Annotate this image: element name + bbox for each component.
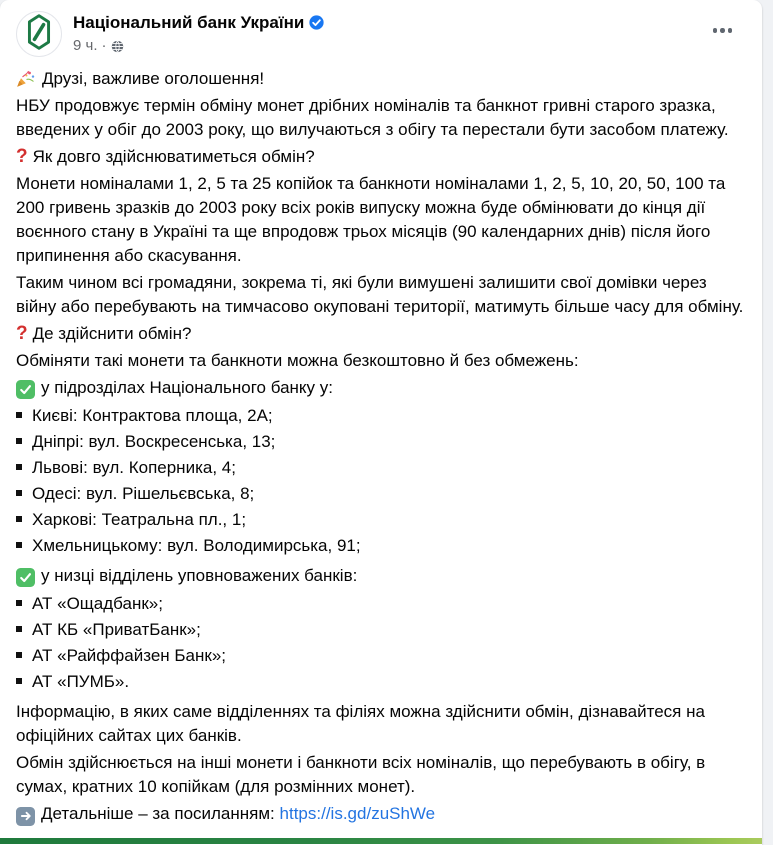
post-paragraph xyxy=(16,67,746,91)
bullet-item xyxy=(16,591,746,617)
green-check-icon xyxy=(16,568,35,587)
paragraph-text: Друзі, важливе оголошення! xyxy=(42,69,265,88)
square-bullet-icon xyxy=(16,678,22,684)
more-options-button[interactable] xyxy=(705,20,741,41)
post-paragraph xyxy=(16,271,746,319)
bullet-item xyxy=(16,507,746,533)
post-paragraph xyxy=(16,349,746,373)
post-content xyxy=(0,57,762,826)
timestamp[interactable]: 9 ч. xyxy=(73,37,98,54)
page-name[interactable]: Національний банк України xyxy=(73,13,305,32)
bullet-list xyxy=(16,403,746,559)
square-bullet-icon xyxy=(16,542,22,548)
red-question-mark-icon: ? xyxy=(16,146,28,167)
meta-separator: · xyxy=(101,37,107,54)
green-check-icon xyxy=(16,380,35,399)
bullet-item xyxy=(16,455,746,481)
post-paragraph xyxy=(16,376,746,400)
post-meta xyxy=(73,36,324,55)
paragraph-text: Детальніше – за посиланням: xyxy=(41,804,275,823)
square-bullet-icon xyxy=(16,626,22,632)
paragraph-text: Монети номіналами 1, 2, 5 та 25 копійок та банкноти номіналами 1, 2, 5, 10, 20, 50, 100 та 200 гривень зразків до 2003 року всіх років випуску можна буде обмінювати до кінця дії воєнного стану в Україні та ще впродовж трьох місяців (90 календарних днів) після його припинення або скасування. xyxy=(16,174,726,265)
bullet-text: Одесі: вул. Рішельєвська, 8; xyxy=(32,484,255,503)
nbu-logo-icon xyxy=(25,14,53,55)
bullet-text: Києві: Контрактова площа, 2А; xyxy=(32,406,273,425)
bullet-text: Дніпрі: вул. Воскресенська, 13; xyxy=(32,432,276,451)
post-paragraph xyxy=(16,751,746,799)
bullet-list xyxy=(16,591,746,695)
bullet-item xyxy=(16,403,746,429)
party-popper-icon xyxy=(16,67,36,91)
bullet-item xyxy=(16,481,746,507)
bullet-text: АТ «ПУМБ». xyxy=(32,672,130,691)
square-bullet-icon xyxy=(16,652,22,658)
paragraph-text: Як довго здійснюватиметься обмін? xyxy=(32,147,315,166)
post-paragraph xyxy=(16,700,746,748)
paragraph-text: Обміняти такі монети та банкноти можна безкоштовно й без обмежень: xyxy=(16,351,579,370)
bullet-item xyxy=(16,643,746,669)
arrow-right-icon xyxy=(16,807,35,826)
post-header xyxy=(0,0,762,57)
paragraph-text: у низці відділень уповноважених банків: xyxy=(41,566,358,585)
bullet-item xyxy=(16,669,746,695)
post-paragraph xyxy=(16,94,746,142)
page-avatar[interactable] xyxy=(16,11,62,57)
square-bullet-icon xyxy=(16,438,22,444)
bullet-text: АТ «Ощадбанк»; xyxy=(32,594,163,613)
bullet-text: АТ КБ «ПриватБанк»; xyxy=(32,620,201,639)
square-bullet-icon xyxy=(16,464,22,470)
post-paragraph xyxy=(16,322,746,346)
bullet-item xyxy=(16,617,746,643)
paragraph-text: НБУ продовжує термін обміну монет дрібних номіналів та банкнот гривні старого зразка, введених у обіг до 2003 року, що вилучаються з обігу та перестали бути засобом платежу. xyxy=(16,96,729,139)
three-dots-menu-icon xyxy=(713,28,718,33)
square-bullet-icon xyxy=(16,516,22,522)
bullet-item xyxy=(16,429,746,455)
post-paragraph xyxy=(16,145,746,169)
square-bullet-icon xyxy=(16,412,22,418)
paragraph-text: Де здійснити обмін? xyxy=(32,324,192,343)
bullet-text: АТ «Райффайзен Банк»; xyxy=(32,646,227,665)
post-link[interactable]: https://is.gd/zuShWe xyxy=(279,804,436,823)
post-paragraph xyxy=(16,172,746,268)
bullet-text: Хмельницькому: вул. Володимирська, 91; xyxy=(32,536,361,555)
paragraph-text: у підрозділах Національного банку у: xyxy=(41,378,333,397)
square-bullet-icon xyxy=(16,490,22,496)
paragraph-text: Інформацію, в яких саме відділеннях та філіях можна здійснити обмін, дізнавайтеся на офіційних сайтах цих банків. xyxy=(16,702,705,745)
paragraph-text: Обмін здійснюється на інші монети і банкноти всіх номіналів, що перебувають в обігу, в сумах, кратних 10 копійкам (для розмінних монет). xyxy=(16,753,706,796)
bullet-text: Харкові: Театральна пл., 1; xyxy=(32,510,247,529)
red-question-mark-icon: ? xyxy=(16,323,28,344)
paragraph-text: Таким чином всі громадяни, зокрема ті, які були вимушені залишити свої домівки через війну або перебувають на тимчасово окуповані території, матимуть більше часу для обміну. xyxy=(16,273,744,316)
header-text xyxy=(73,11,324,55)
attached-image-top-edge[interactable] xyxy=(0,838,762,844)
bullet-item xyxy=(16,533,746,559)
post-paragraph xyxy=(16,564,746,588)
post-paragraph xyxy=(16,802,746,826)
square-bullet-icon xyxy=(16,600,22,606)
bullet-text: Львові: вул. Коперника, 4; xyxy=(32,458,236,477)
globe-public-icon xyxy=(111,40,124,53)
verified-badge-icon xyxy=(309,15,324,30)
